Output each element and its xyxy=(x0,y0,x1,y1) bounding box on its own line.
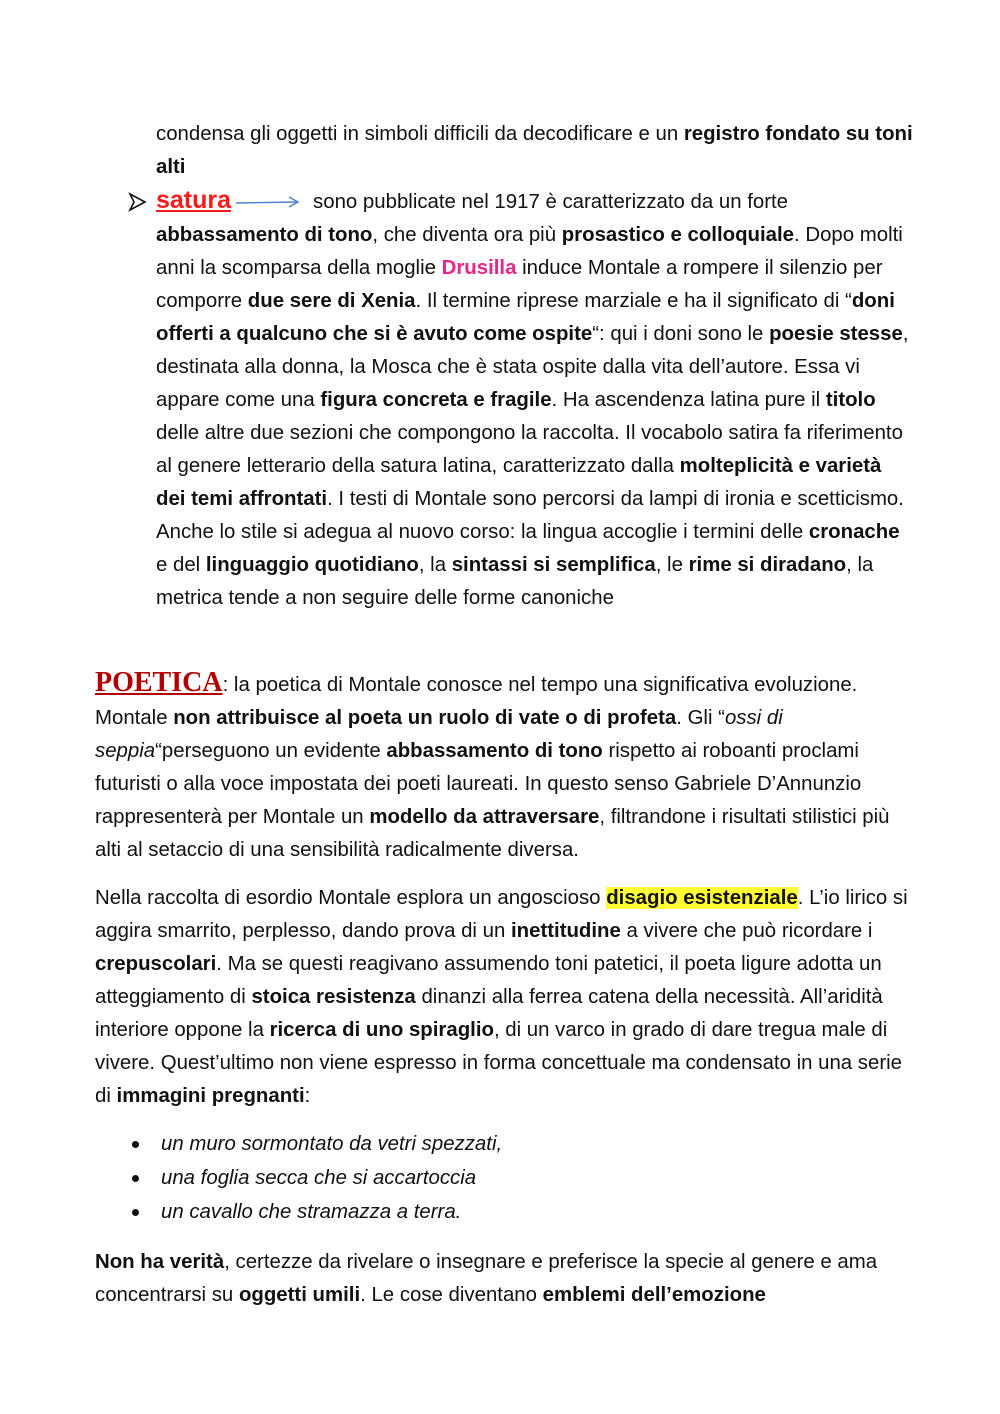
text-run: . Ha ascendenza latina pure il xyxy=(551,389,826,411)
bold-run: figura concreta e fragile xyxy=(320,389,552,411)
bold-run: modello da attraversare xyxy=(369,806,600,828)
text-run: , di un varco in grado di dare tregua male di vivere. Quest’ultimo non viene espresso in forma concettuale ma condensato in una serie di xyxy=(95,1019,903,1107)
text-run: . Dopo molti anni la scomparsa della moglie xyxy=(156,224,903,279)
text-run: , certezze da rivelare o insegnare e preferisce la specie al genere e ama concentrarsi su xyxy=(95,1251,878,1306)
text-run: , filtrandone i risultati stilistici più alti al setaccio di una sensibilità radicalmente diversa. xyxy=(95,806,890,861)
text-run: . L’io lirico si aggira smarrito, perplesso, dando prova di un xyxy=(95,887,908,942)
text-run: : la poetica di Montale conosce nel tempo una significativa evoluzione. Montale xyxy=(95,674,858,729)
dot-bullet-icon xyxy=(132,1141,139,1148)
paragraph-verita xyxy=(95,1246,915,1312)
bold-run: registro fondato su toni alti xyxy=(156,123,913,178)
bold-run: titolo xyxy=(825,389,876,411)
text-run: , le xyxy=(655,554,689,576)
bold-run: oggetti umili xyxy=(238,1284,361,1306)
bold-run: crepuscolari xyxy=(95,953,217,975)
text-run: . I testi di Montale sono percorsi da lampi di ironia e scetticismo. Anche lo stile si adegua al nuovo corso: la lingua accoglie i termini delle xyxy=(156,488,904,543)
list-item xyxy=(128,1128,502,1162)
bold-run: stoica resistenza xyxy=(251,986,416,1008)
right-arrow-icon xyxy=(235,196,301,210)
text-run: “: qui i doni sono le xyxy=(592,323,770,345)
text-run: , destinata alla donna, la Mosca che è stata ospite dalla vita dell’autore. Essa vi appare come una xyxy=(156,323,909,411)
list-item-text: una foglia secca che si accartoccia xyxy=(161,1167,477,1189)
bold-run: abbassamento di tono xyxy=(156,224,373,246)
text-run: delle altre due sezioni che compongono la raccolta. Il vocabolo satira fa riferimento al genere letterario della satura latina, caratterizzato dalla xyxy=(156,422,903,477)
bold-run: non attribuisce al poeta un ruolo di vate o di profeta xyxy=(173,707,677,729)
text-run: : xyxy=(304,1085,311,1107)
text-run: . Ma se questi reagivano assumendo toni patetici, il poeta ligure adotta un atteggiamento di xyxy=(95,953,882,1008)
italic-run: ossi di seppia xyxy=(95,707,783,762)
name-drusilla: Drusilla xyxy=(441,257,517,279)
bold-run: due sere di Xenia xyxy=(247,290,416,312)
section-title-satura: satura xyxy=(156,186,232,214)
text-run: condensa gli oggetti in simboli difficili da decodificare e un xyxy=(156,123,684,145)
bold-run: cronache xyxy=(808,521,900,543)
bold-run: sintassi si semplifica xyxy=(451,554,656,576)
arrowhead-bullet-icon xyxy=(128,191,148,213)
bold-run: inettitudine xyxy=(510,920,621,942)
text-run: induce Montale a rompere il silenzio per comporre xyxy=(156,257,883,312)
bold-run: rime si diradano xyxy=(688,554,847,576)
list-item xyxy=(128,1196,502,1230)
list-item-text: un muro sormontato da vetri spezzati, xyxy=(161,1133,503,1155)
text-run: , la metrica tende a non seguire delle forme canoniche xyxy=(156,554,874,609)
text-run: sono pubblicate nel 1917 è caratterizzato da un forte xyxy=(313,191,789,213)
text-run: “perseguono un evidente xyxy=(155,740,387,762)
text-run: . Il termine riprese marziale e ha il significato di “ xyxy=(415,290,852,312)
paragraph-satura xyxy=(156,184,916,615)
paragraph-disagio xyxy=(95,882,915,1113)
text-run: . Le cose diventano xyxy=(360,1284,543,1306)
bold-run: poesie stesse xyxy=(769,323,903,345)
bold-run: linguaggio quotidiano xyxy=(205,554,419,576)
text-run: . Gli “ xyxy=(676,707,725,729)
bold-run: emblemi dell’emozione xyxy=(542,1284,766,1306)
dot-bullet-icon xyxy=(132,1209,139,1216)
text-run: a vivere che può ricordare i xyxy=(620,920,873,942)
text-run: rispetto ai roboanti proclami futuristi o alla voce impostata dei poeti laureati. In questo senso Gabriele D’Annunzio rappresenterà per Montale un xyxy=(95,740,862,828)
text-run: , che diventa ora più xyxy=(372,224,562,246)
text-run: , la xyxy=(418,554,452,576)
section-title-poetica: POETICA xyxy=(95,667,223,698)
bold-run: abbassamento di tono xyxy=(386,740,603,762)
bold-run: ricerca di uno spiraglio xyxy=(269,1019,494,1041)
dot-bullet-icon xyxy=(132,1175,139,1182)
highlighted-run: disagio esistenziale xyxy=(606,887,798,909)
images-list xyxy=(128,1128,502,1230)
bold-run: immagini pregnanti xyxy=(116,1085,305,1107)
bold-run: prosastico e colloquiale xyxy=(561,224,795,246)
bold-run: doni offerti a qualcuno che si è avuto come ospite xyxy=(156,290,895,345)
text-run: dinanzi alla ferrea catena della necessità. All’aridità interiore oppone la xyxy=(95,986,883,1041)
bold-run: Non ha verità xyxy=(95,1251,225,1273)
list-item xyxy=(128,1162,502,1196)
paragraph-intro xyxy=(156,118,916,184)
text-run: e del xyxy=(156,554,206,576)
bold-run: molteplicità e varietà dei temi affrontati xyxy=(156,455,882,510)
paragraph-poetica xyxy=(95,666,915,867)
list-item-text: un cavallo che stramazza a terra. xyxy=(161,1201,462,1223)
text-run: Nella raccolta di esordio Montale esplora un angoscioso xyxy=(95,887,607,909)
